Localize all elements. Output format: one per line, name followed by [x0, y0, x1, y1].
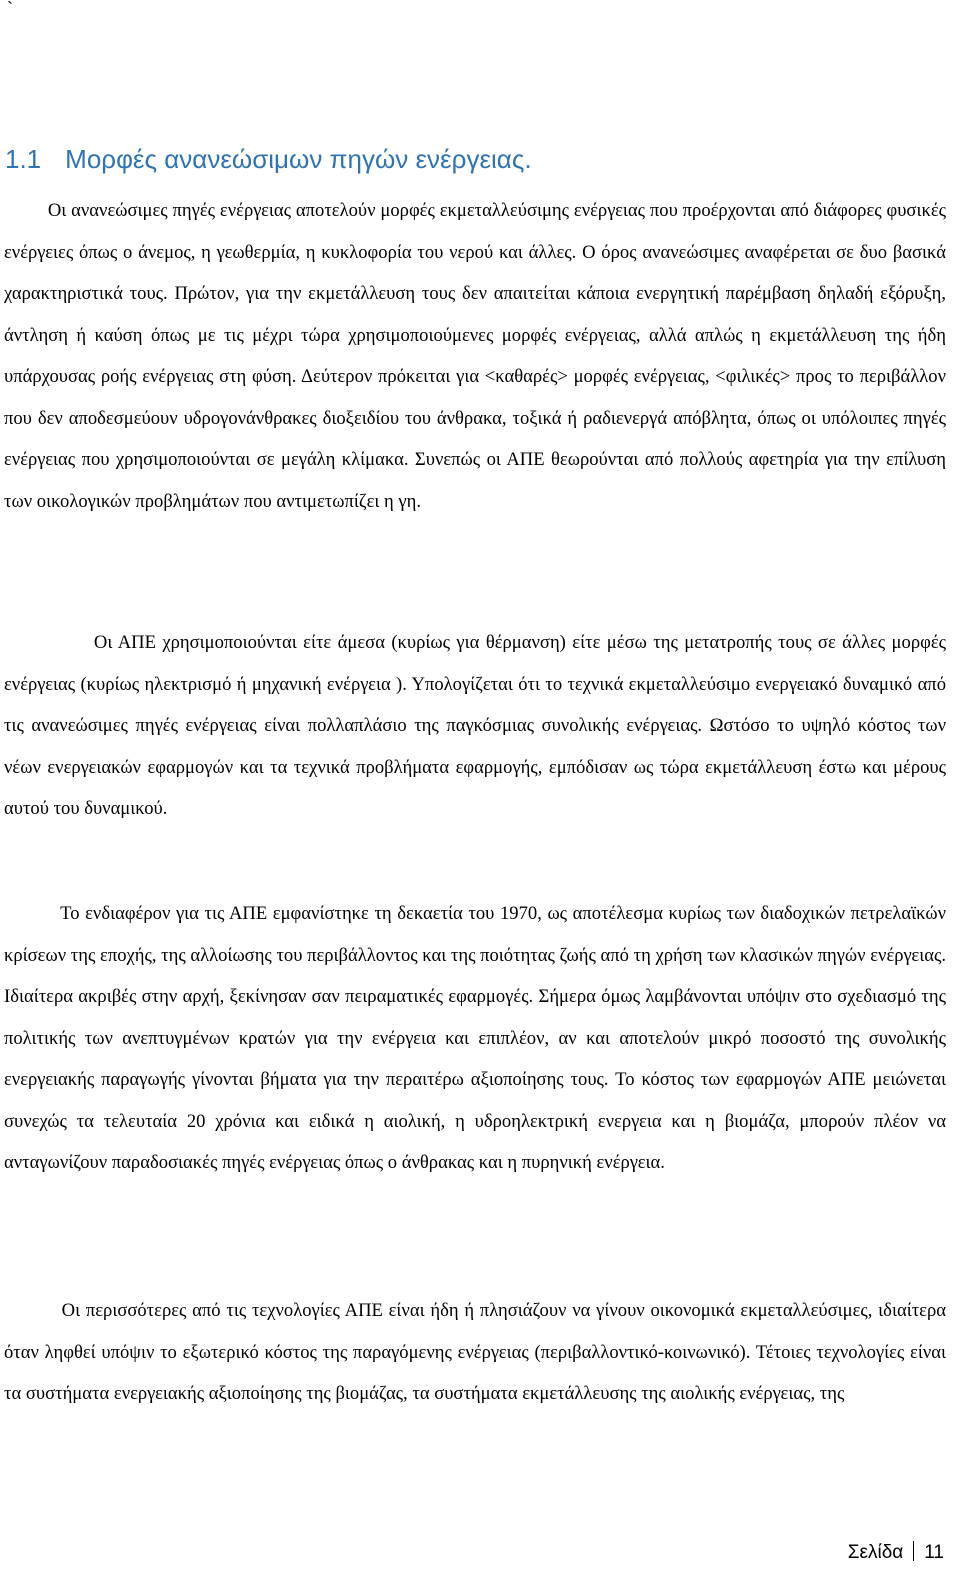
section-number: 1.1: [5, 144, 42, 174]
paragraph-text: Οι ανανεώσιμες πηγές ενέργειας αποτελούν μορφές εκμεταλλεύσιμης ενέργειας που προέρχονται από διάφορες φυσικές ενέργειες όπως ο άνεμος, η γεωθερμία, η κυκλοφορία του νερού και άλλες. Ο όρος ανανεώσιμες αναφέρεται σε δυο βασικά χαρακτηριστικά τους. Πρώτον, για την εκμετάλλευση τους δεν απαιτείται κάποια ενεργητική παρέμβαση δηλαδή εξόρυξη, άντληση ή καύση όπως με τις μέχρι τώρα χρησιμοποιούμενες μορφές ενέργειας, αλλά απλώς η εκμετάλλευση της ήδη υπάρχουσας ροής ενέργειας στη φύση. Δεύτερον πρόκειται για <καθαρές> μορφές ενέργειας, <φιλικές> προς το περιβάλλον που δεν αποδεσμεύουν υδρογονάνθρακες διοξειδίου του άνθρακα, τοξικά ή ραδιενεργά απόβλητα, όπως οι υπόλοιπες πηγές ενέργειας που χρησιμοποιούνται σε μεγάλη κλίμακα. Συνεπώς οι ΑΠΕ θεωρούνται από πολλούς αφετηρία για την επίλυση των οικολογικών προβλημάτων που αντιμετωπίζει η γη.: [4, 200, 946, 512]
section-heading: [5, 142, 532, 176]
page-label: Σελίδα: [847, 1542, 904, 1563]
section-title: Μορφές ανανεώσιμων πηγών ενέργειας.: [65, 144, 532, 174]
page-footer: [848, 1539, 944, 1567]
paragraph-text: Οι ΑΠΕ χρησιμοποιούνται είτε άμεσα (κυρίως για θέρμανση) είτε μέσω της μετατροπής τους σε άλλες μορφές ενέργειας (κυρίως ηλεκτρισμό ή μηχανική ενέργεια ). Υπολογίζεται ότι το τεχνικά εκμεταλλεύσιμο ενεργειακό δυναμικό από τις ανανεώσιμες πηγές ενέργειας είναι πολλαπλάσιο της παγκόσμιας συνολικής ενέργειας. Ωστόσο το υψηλό κόστος των νέων ενεργειακών εφαρμογών και τα τεχνικά προβλήματα εφαρμογής, εμπόδισαν ως τώρα εκμετάλλευση έστω και μέρους αυτού του δυναμικού.: [4, 632, 946, 819]
paragraph-4: [4, 1290, 946, 1415]
paragraph-2: [4, 622, 946, 830]
footer-divider: [913, 1541, 914, 1561]
page-number: 11: [924, 1542, 944, 1563]
paragraph-text: Το ενδιαφέρον για τις ΑΠΕ εμφανίστηκε τη δεκαετία του 1970, ως αποτέλεσμα κυρίως των διαδοχικών πετρελαϊκών κρίσεων της εποχής, της αλλοίωσης του περιβάλλοντος και της ποιότητας ζωής από τη χρήση των κλασικών πηγών ενέργειας. Ιδιαίτερα ακριβές στην αρχή, ξεκίνησαν σαν πειραματικές εφαρμογές. Σήμερα όμως λαμβάνονται υπόψιν στο σχεδιασμό της πολιτικής των ανεπτυγμένων κρατών για την ενέργεια και επιπλέον, αν και αποτελούν μικρό ποσοστό της συνολικής ενεργειακής παραγωγής γίνονται βήματα για την περαιτέρω αξιοποίησης τους. Το κόστος των εφαρμογών ΑΠΕ μειώνεται συνεχώς τα τελευταία 20 χρόνια και ειδικά η αιολική, η υδροηλεκτρική ενεργεια και η βιομάζα, μπορούν πλέον να ανταγωνίζουν παραδοσιακές πηγές ενέργειας όπως ο άνθρακας και η πυρηνική ενέργεια.: [4, 903, 946, 1173]
paragraph-3: [4, 893, 946, 1184]
paragraph-1: [4, 190, 946, 522]
stray-mark: `: [7, 0, 13, 18]
paragraph-text: Οι περισσότερες από τις τεχνολογίες ΑΠΕ είναι ήδη ή πλησιάζουν να γίνουν οικονομικά εκμεταλλεύσιμες, ιδιαίτερα όταν ληφθεί υπόψιν το εξωτερικό κόστος της παραγόμενης ενέργειας (περιβαλλοντικό-κοινωνικό). Τέτοιες τεχνολογίες είναι τα συστήματα ενεργειακής αξιοποίησης της βιομάζας, τα συστήματα εκμετάλλευσης της αιολικής ενέργειας, της: [4, 1300, 946, 1404]
